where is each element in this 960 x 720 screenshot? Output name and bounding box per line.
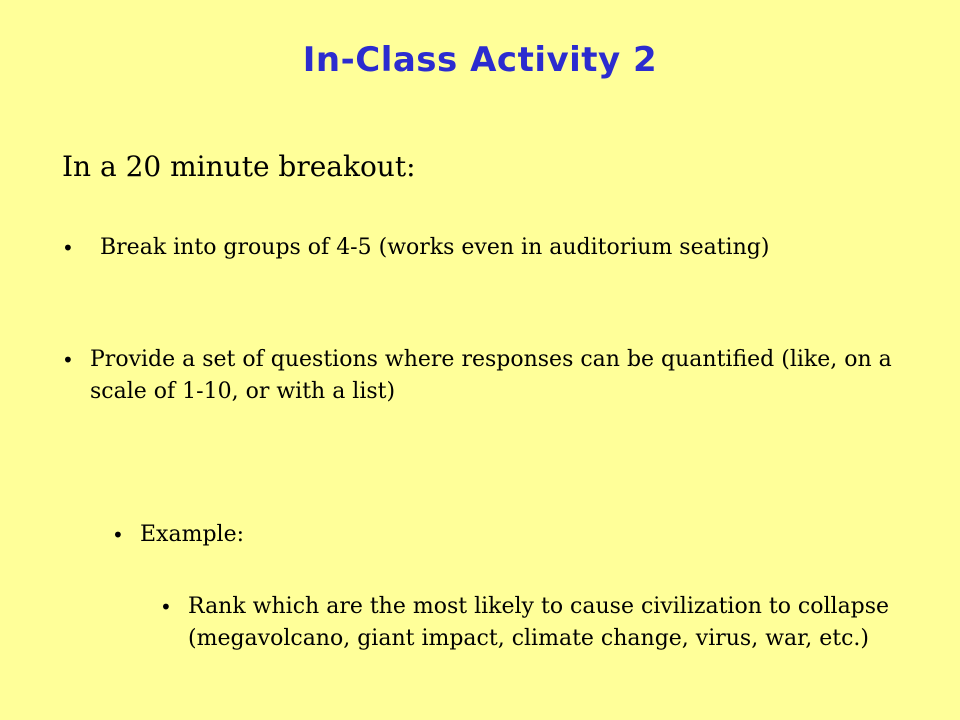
bullet-item-questions — [62, 344, 950, 408]
bullet-dot-icon: • — [112, 523, 124, 547]
bullet-text: Provide a set of questions where responses can be quantified (like, on a scale of 1-10, or with a list) — [90, 347, 892, 404]
bullet-dot-icon: • — [160, 595, 172, 619]
bullet-text: Example: — [140, 522, 244, 547]
bullet-dot-icon: • — [62, 348, 74, 372]
lead-text: In a 20 minute breakout: — [62, 150, 416, 183]
bullet-item-groups — [62, 232, 960, 264]
bullet-text: Break into groups of 4-5 (works even in auditorium seating) — [100, 235, 770, 260]
bullet-item-rank — [160, 591, 948, 655]
slide-title: In-Class Activity 2 — [302, 40, 658, 80]
bullet-dot-icon: • — [62, 236, 74, 260]
bullet-item-example — [112, 519, 940, 551]
bullet-text: Rank which are the most likely to cause civilization to collapse (megavolcano, giant impact, climate change, virus, war, etc.) — [188, 594, 890, 651]
